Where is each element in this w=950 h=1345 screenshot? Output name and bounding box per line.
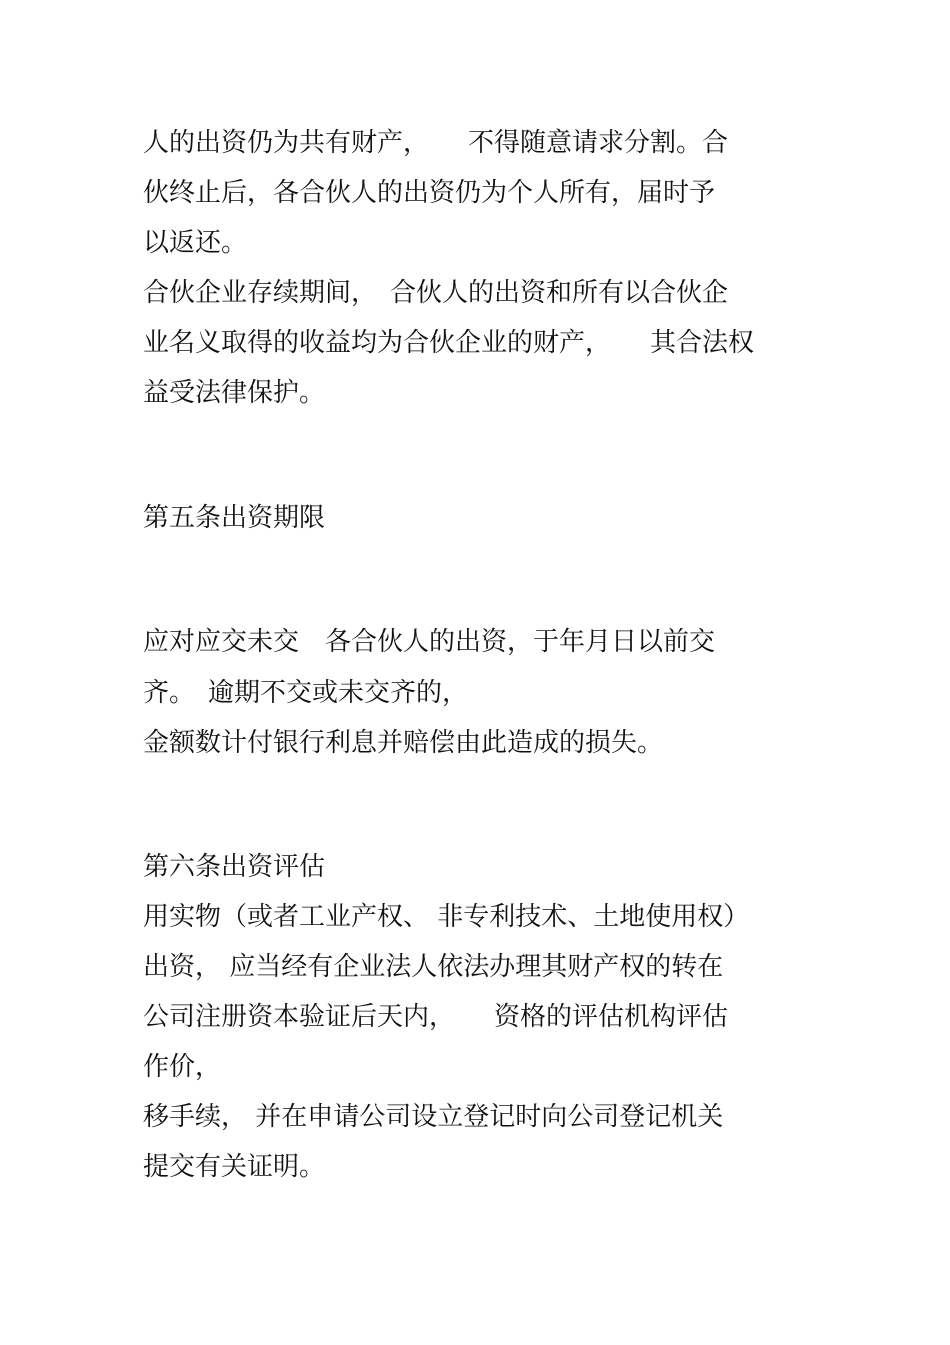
paragraph-line: 齐。 逾期不交或未交齐的， <box>143 678 469 708</box>
paragraph-line: 作价， <box>143 1052 222 1082</box>
paragraph-line: 合伙企业存续期间， 合伙人的出资和所有以合伙企 <box>143 278 729 308</box>
paragraph-line: 伙终止后，各合伙人的出资仍为个人所有，届时予 <box>143 178 716 208</box>
paragraph-line: 移手续， 并在申请公司设立登记时向公司登记机关 <box>143 1102 724 1132</box>
paragraph-line: 用实物（或者工业产权、 非专利技术、土地使用权） <box>143 902 750 932</box>
paragraph-line: 益受法律保护。 <box>143 378 326 408</box>
paragraph-line: 应对应交未交 各合伙人的出资，于年月日以前交 <box>143 627 716 657</box>
paragraph-line: 以返还。 <box>143 228 248 258</box>
paragraph-line: 公司注册资本验证后天内， 资格的评估机构评估 <box>143 1002 729 1032</box>
paragraph-line: 提交有关证明。 <box>143 1152 326 1182</box>
paragraph-line: 出资， 应当经有企业法人依法办理其财产权的转在 <box>143 952 724 982</box>
section-heading: 第六条出资评估 <box>143 852 326 882</box>
paragraph-line: 金额数计付银行利息并赔偿由此造成的损失。 <box>143 728 664 758</box>
section-heading: 第五条出资期限 <box>143 503 326 533</box>
paragraph-line: 人的出资仍为共有财产， 不得随意请求分割。合 <box>143 128 729 158</box>
paragraph-line: 业名义取得的收益均为合伙企业的财产， 其合法权 <box>143 328 755 358</box>
